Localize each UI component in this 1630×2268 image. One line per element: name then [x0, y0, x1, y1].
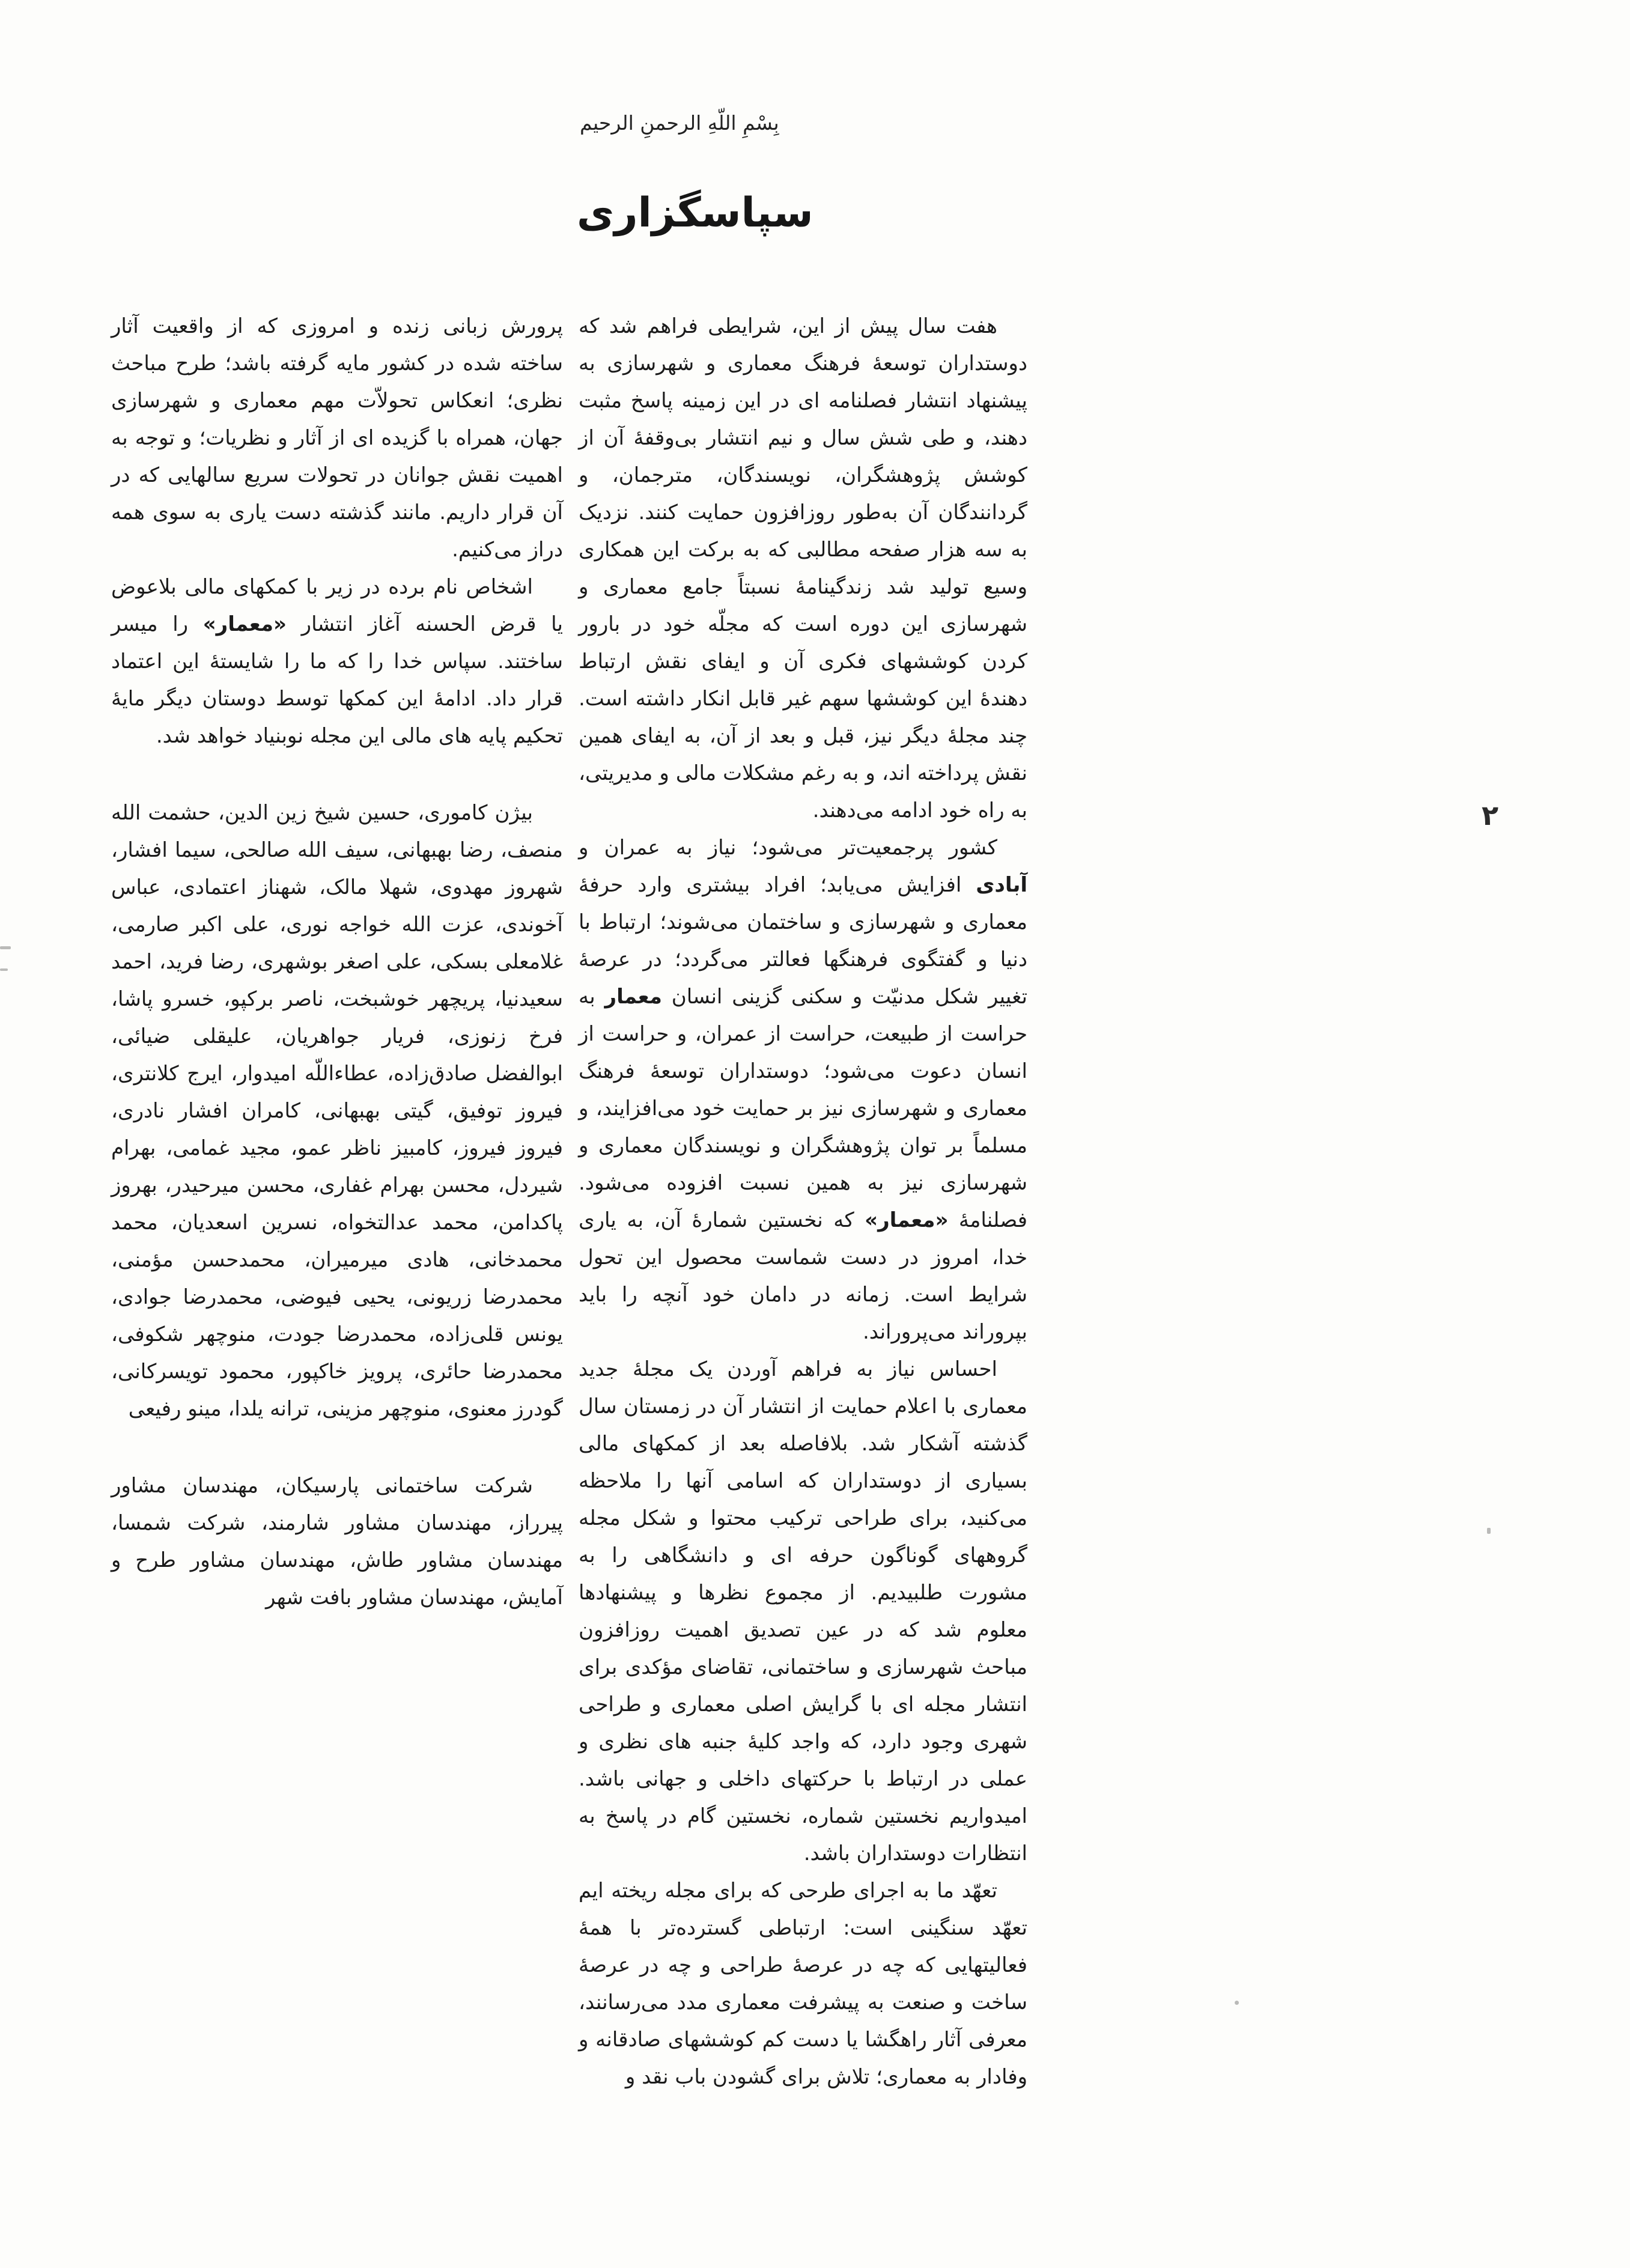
text-run: آبادی: [976, 873, 1027, 897]
text-run: را میسر ساختند. سپاس خدا را که ما را شایستهٔ این اعتماد قرار داد. ادامهٔ این کمکها توسط دوستان دیگر مایهٔ تحکیم پایه های مالی این مجله نوبنیاد خواهد شد.: [111, 612, 563, 748]
text-run: شرکت ساختمانی پارسیکان، مهندسان مشاور پیرراز، مهندسان مشاور شارمند، شرکت شمسا، مهندسان مشاور طاش، مهندسان مشاور طرح و آمایش، مهندسان مشاور بافت شهر: [111, 1474, 563, 1610]
paragraph: [111, 1467, 563, 1616]
text-column-right: [579, 308, 1027, 2096]
text-run: به حراست از طبیعت، حراست از عمران، و حراست از انسان دعوت می‌شود؛ دوستداران توسعهٔ فرهنگ معماری و شهرسازی نیز بر حمایت خود می‌افزایند، و مسلماً بر توان پژوهشگران و نویسندگان معماری و شهرسازی نیز به همین نسبت افزوده می‌شود. فصلنامهٔ: [579, 985, 1027, 1232]
paragraph: [579, 1872, 1027, 2096]
text-run: هفت سال پیش از این، شرایطی فراهم شد که دوستداران توسعهٔ فرهنگ معماری و شهرسازی به پیشنهاد انتشار فصلنامه ای در این زمینه پاسخ مثبت دهند، و طی شش سال و نیم انتشار بی‌وقفهٔ آن از کوشش پژوهشگران، نویسندگان، مترجمان، و گردانندگان آن به‌طور روزافزون حمایت کنند. نزدیک به سه هزار صفحه مطالبی که به برکت این همکاری وسیع تولید شد زندگینامهٔ نسبتاً جامع معماری و شهرسازی این دوره است که مجلّه خود در بارور کردن کوششهای فکری آن و ایفای نقش ارتباط دهندهٔ این کوششها سهم غیر قابل انکار داشته است. چند مجلهٔ دیگر نیز، قبل و بعد از آن، به ایفای همین نقش پرداخته اند، و به رغم مشکلات مالی و مدیریتی، به راه خود ادامه می‌دهند.: [579, 314, 1027, 822]
text-run: معمار: [604, 985, 662, 1009]
paragraph: [579, 1351, 1027, 1872]
text-run: که نخستین شمارهٔ آن، به یاری خدا، امروز در دست شماست محصول این تحول شرایط است. زمانه در دامان خود آنچه را باید بپروراند می‌پروراند.: [579, 1208, 1027, 1344]
page-title: سپاسگزاری: [577, 189, 813, 237]
scan-speck: [0, 968, 8, 971]
paragraph: [111, 794, 563, 1427]
paragraph: [579, 308, 1027, 829]
paragraph: [111, 308, 563, 568]
paragraph: [579, 829, 1027, 1351]
page-number: ۲: [1481, 799, 1499, 831]
scan-speck: [0, 946, 11, 949]
text-run: افزایش می‌یابد؛ افراد بیشتری وارد حرفهٔ معماری و شهرسازی و ساختمان می‌شوند؛ ارتباط با دنیا و گفتگوی فرهنگها فعالتر می‌گردد؛ در عرصهٔ تغییر شکل مدنیّت و سکنی گزینی انسان: [579, 873, 1028, 1009]
text-run: احساس نیاز به فراهم آوردن یک مجلهٔ جدید معماری با اعلام حمایت از انتشار آن در زمستان سال گذشته آشکار شد. بلافاصله بعد از کمکهای مالی بسیاری از دوستداران که اسامی آنها را ملاحظه می‌کنید، برای طراحی ترکیب محتوا و شکل مجله گروههای گوناگون حرفه ای و دانشگاهی را به مشورت طلبیدیم. از مجموع نظرها و پیشنهادها معلوم شد که در عین تصدیق اهمیت روزافزون مباحث شهرسازی و ساختمانی، تقاضای مؤکدی برای انتشار مجله ای با گرایش اصلی معماری و طراحی شهری وجود دارد، که واجد کلیهٔ جنبه های نظری و عملی در ارتباط با حرکتهای داخلی و جهانی باشد. امیدواریم نخستین شماره، نخستین گام در پاسخ به انتظارات دوستداران باشد.: [579, 1357, 1027, 1865]
scan-speck: [1235, 2001, 1239, 2005]
text-run: «معمار»: [202, 612, 287, 636]
text-run: بیژن کاموری، حسین شیخ زین الدین، حشمت الله منصف، رضا بهبهانی، سیف الله صالحی، سیما افشار، شهروز مهدوی، شهلا مالک، شهناز اعتمادی، عباس آخوندی، عزت الله خواجه نوری، علی اکبر صارمی، غلامعلی بسکی، علی اصغر بوشهری، رضا فرید، احمد سعیدنیا، پریچهر خوشبخت، ناصر برکپو، خسرو پاشا، فرخ زنوزی، فریار جواهریان، علیقلی ضیائی، ابوالفضل صادق‌زاده، عطاءاللّه امیدوار، ایرج کلانتری، فیروز توفیق، گیتی بهبهانی، کامران افشار نادری، فیروز فیروز، کامبیز ناظر عمو، مجید غمامی، بهرام شیردل، محسن بهرام غفاری، محسن میرحیدر، بهروز پاکدامن، محمد عدالتخواه، نسرین اسعدیان، محمد محمدخانی، هادی میرمیران، محمدحسن مؤمنی، محمدرضا زریونی، یحیی فیوضی، محمدرضا جوادی، یونس قلی‌زاده، محمدرضا جودت، منوچهر شکوفی، محمدرضا حائری، پرویز خاکپور، محمود تویسرکانی، گودرز معنوی، منوچهر مزینی، ترانه یلدا، مینو رفیعی: [111, 801, 563, 1421]
text-run: تعهّد ما به اجرای طرحی که برای مجله ریخته ایم تعهّد سنگینی است: ارتباطی گسترده‌تر با همهٔ فعالیتهایی که چه در عرصهٔ طراحی و چه در عرصهٔ ساخت و صنعت به پیشرفت معماری مدد می‌رسانند، معرفی آثار راهگشا یا دست کم کوششهای صادقانه و وفادار به معماری؛ تلاش برای گشودن باب نقد و: [579, 1879, 1027, 2089]
paragraph: [111, 568, 563, 755]
text-run: کشور پرجمعیت‌تر می‌شود؛ نیاز به عمران و: [579, 836, 997, 860]
text-column-left: [111, 308, 563, 1616]
text-run: اشخاص نام برده در زیر با کمکهای مالی بلاعوض یا قرض الحسنه آغاز انتشار: [111, 575, 563, 636]
scan-speck: [1487, 1528, 1491, 1534]
basmala-text: بِسْمِ اللّهِ الرحمنِ الرحيم: [580, 111, 779, 135]
text-run: «معمار»: [865, 1208, 949, 1232]
text-run: پرورش زبانی زنده و امروزی که از واقعیت آثار ساخته شده در کشور مایه گرفته باشد؛ طرح مباحث نظری؛ انعکاس تحولاّت مهم معماری و شهرسازی جهان، همراه با گزیده ای از آثار و نظریات؛ و توجه به اهمیت نقش جوانان در تحولات سریع سالهایی که در آن قرار داریم. مانند گذشته دست یاری به سوی همه دراز می‌کنیم.: [111, 314, 563, 562]
page-header: [577, 108, 910, 237]
